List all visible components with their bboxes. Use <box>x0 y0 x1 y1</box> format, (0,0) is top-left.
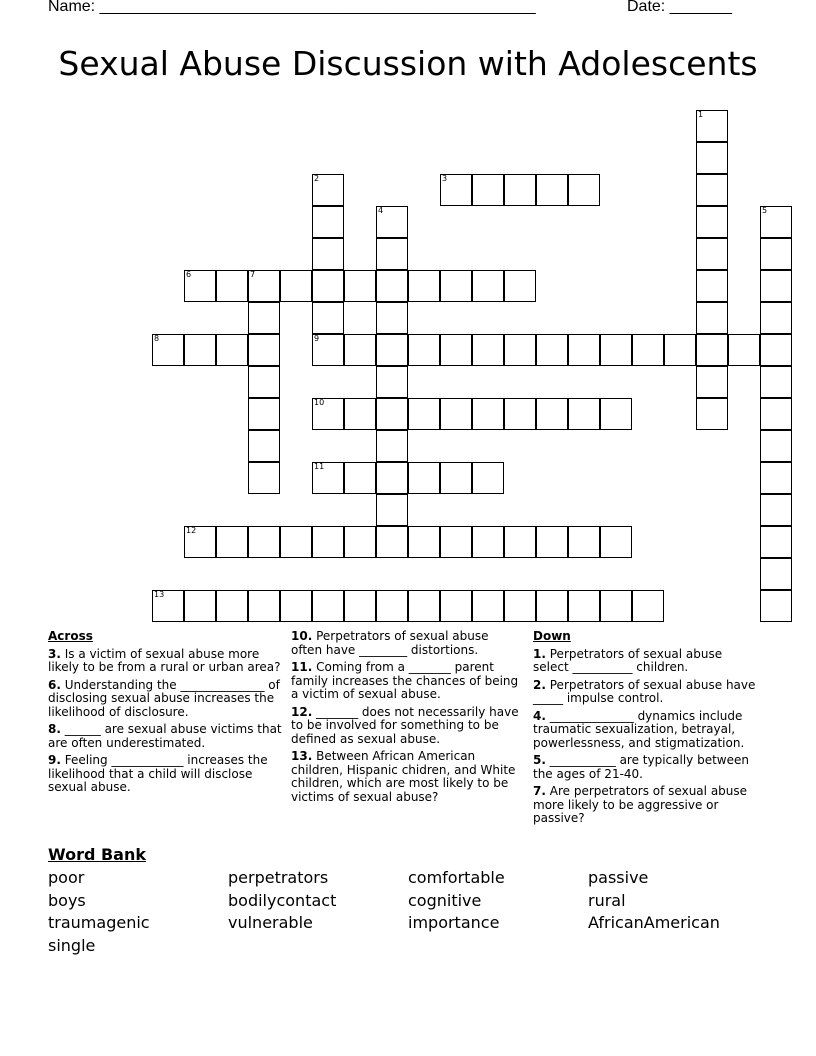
crossword-cell[interactable] <box>312 398 344 430</box>
across-clue-3 <box>48 648 284 675</box>
crossword-cell[interactable] <box>472 526 504 558</box>
crossword-cell[interactable] <box>376 590 408 622</box>
crossword-cell[interactable] <box>504 334 536 366</box>
clue-text: Feeling ____________ increases the likelihood that a child will disclose sexual abuse. <box>48 753 268 794</box>
crossword-cell[interactable] <box>376 430 408 462</box>
crossword-cell[interactable] <box>440 398 472 430</box>
crossword-cell[interactable] <box>248 430 280 462</box>
crossword-cell[interactable] <box>472 590 504 622</box>
clue-number: 4. <box>533 708 546 723</box>
clue-text: ___________ are typically between the ages of 21-40. <box>533 753 749 781</box>
crossword-cell[interactable] <box>344 334 376 366</box>
crossword-cell[interactable] <box>312 462 344 494</box>
crossword-cell[interactable] <box>248 270 280 302</box>
crossword-cell[interactable] <box>280 270 312 302</box>
clue-text: Understanding the ______________ of disclosing sexual abuse increases the likelihood of disclosure. <box>48 677 280 719</box>
word-bank-item: traumagenic <box>48 913 150 932</box>
crossword-cell[interactable] <box>472 174 504 206</box>
crossword-cell[interactable] <box>568 174 600 206</box>
crossword-cell[interactable] <box>376 526 408 558</box>
crossword-cell[interactable] <box>696 334 728 366</box>
down-clue-5 <box>533 754 759 781</box>
crossword-cell[interactable] <box>408 590 440 622</box>
crossword-cell[interactable] <box>696 398 728 430</box>
crossword-cell[interactable] <box>760 558 792 590</box>
word-bank-item: comfortable <box>408 868 505 887</box>
cell-number: 1 <box>698 110 704 119</box>
crossword-cell[interactable] <box>408 334 440 366</box>
crossword-cell[interactable] <box>696 366 728 398</box>
word-bank-item: passive <box>588 868 649 887</box>
crossword-cell[interactable] <box>376 398 408 430</box>
clue-number: 11. <box>291 660 313 674</box>
crossword-cell[interactable] <box>248 462 280 494</box>
across-clues-column-2 <box>291 630 523 808</box>
crossword-cell[interactable] <box>408 398 440 430</box>
crossword-cell[interactable] <box>568 526 600 558</box>
crossword-cell[interactable] <box>600 526 632 558</box>
clue-text: ______________ dynamics include traumatic sexualization, betrayal, powerlessness, and stigmatization. <box>533 708 745 750</box>
across-clue-12 <box>291 706 523 747</box>
crossword-cell[interactable] <box>312 302 344 334</box>
clue-text: Perpetrators of sexual abuse select __________ children. <box>533 646 723 674</box>
clue-text: Perpetrators of sexual abuse have _____ impulse control. <box>533 677 756 705</box>
crossword-cell[interactable] <box>344 270 376 302</box>
crossword-cell[interactable] <box>376 206 408 238</box>
crossword-cell[interactable] <box>440 270 472 302</box>
crossword-cell[interactable] <box>760 334 792 366</box>
crossword-cell[interactable] <box>696 270 728 302</box>
crossword-cell[interactable] <box>344 398 376 430</box>
cell-number: 8 <box>154 334 160 343</box>
across-clue-11 <box>291 661 523 702</box>
across-clue-8 <box>48 723 284 750</box>
cell-number: 5 <box>762 206 768 215</box>
clue-number: 3. <box>48 646 61 661</box>
crossword-cell[interactable] <box>504 174 536 206</box>
crossword-cell[interactable] <box>440 174 472 206</box>
crossword-cell[interactable] <box>376 302 408 334</box>
crossword-cell[interactable] <box>216 526 248 558</box>
clue-number: 10. <box>291 629 313 643</box>
crossword-cell[interactable] <box>760 590 792 622</box>
across-clue-13 <box>291 750 523 804</box>
across-clue-6 <box>48 679 284 720</box>
clue-number: 9. <box>48 753 61 767</box>
crossword-cell[interactable] <box>312 590 344 622</box>
crossword-cell[interactable] <box>312 238 344 270</box>
crossword-cell[interactable] <box>536 526 568 558</box>
crossword-cell[interactable] <box>600 590 632 622</box>
crossword-cell[interactable] <box>408 462 440 494</box>
cell-number: 6 <box>186 270 192 279</box>
word-bank-item: perpetrators <box>228 868 329 887</box>
crossword-cell[interactable] <box>504 398 536 430</box>
crossword-cell[interactable] <box>472 398 504 430</box>
crossword-cell[interactable] <box>696 174 728 206</box>
crossword-cell[interactable] <box>376 366 408 398</box>
crossword-cell[interactable] <box>344 462 376 494</box>
crossword-cell[interactable] <box>536 334 568 366</box>
crossword-cell[interactable] <box>344 526 376 558</box>
crossword-cell[interactable] <box>312 270 344 302</box>
crossword-cell[interactable] <box>632 590 664 622</box>
across-heading: Across <box>48 629 93 643</box>
crossword-cell[interactable] <box>760 494 792 526</box>
crossword-cell[interactable] <box>504 270 536 302</box>
crossword-cell[interactable] <box>664 334 696 366</box>
clue-number: 1. <box>533 646 546 661</box>
across-clue-10 <box>291 630 523 657</box>
crossword-cell[interactable] <box>152 334 184 366</box>
crossword-cell[interactable] <box>728 334 760 366</box>
clue-number: 8. <box>48 722 61 736</box>
cell-number: 13 <box>154 590 165 599</box>
cell-number: 11 <box>314 462 325 471</box>
down-clue-1 <box>533 648 759 675</box>
cell-number: 12 <box>186 526 197 535</box>
crossword-cell[interactable] <box>568 590 600 622</box>
crossword-cell[interactable] <box>536 174 568 206</box>
crossword-cell[interactable] <box>248 302 280 334</box>
clue-text: Between African American children, Hispanic chidren, and White children, which are most likely to be victims of sexual abuse? <box>291 749 516 804</box>
crossword-cell[interactable] <box>184 526 216 558</box>
crossword-cell[interactable] <box>248 334 280 366</box>
crossword-cell[interactable] <box>760 526 792 558</box>
across-clues-column-1 <box>48 630 284 799</box>
crossword-cell[interactable] <box>248 526 280 558</box>
crossword-cell[interactable] <box>472 270 504 302</box>
crossword-cell[interactable] <box>184 334 216 366</box>
down-clue-4 <box>533 710 759 751</box>
clue-number: 5. <box>533 753 546 767</box>
crossword-cell[interactable] <box>472 334 504 366</box>
crossword-cell[interactable] <box>312 174 344 206</box>
crossword-cell[interactable] <box>408 526 440 558</box>
crossword-cell[interactable] <box>632 334 664 366</box>
cell-number: 4 <box>378 206 384 215</box>
clue-number: 7. <box>533 784 546 798</box>
clue-text: Coming from a _______ parent family increases the chances of being a victim of sexual abuse. <box>291 660 519 701</box>
crossword-cell[interactable] <box>440 334 472 366</box>
crossword-cell[interactable] <box>216 590 248 622</box>
word-bank-item: poor <box>48 868 85 887</box>
crossword-cell[interactable] <box>696 302 728 334</box>
crossword-cell[interactable] <box>376 334 408 366</box>
crossword-cell[interactable] <box>760 270 792 302</box>
crossword-cell[interactable] <box>216 334 248 366</box>
cell-number: 3 <box>442 174 448 183</box>
crossword-cell[interactable] <box>600 334 632 366</box>
crossword-cell[interactable] <box>472 462 504 494</box>
word-bank-item: cognitive <box>408 891 482 910</box>
clue-number: 6. <box>48 677 61 692</box>
page-title: Sexual Abuse Discussion with Adolescents <box>58 44 758 83</box>
crossword-cell[interactable] <box>248 366 280 398</box>
clue-number: 12. <box>291 704 313 719</box>
crossword-cell[interactable] <box>440 462 472 494</box>
name-field-label[interactable]: Name: _________________________________________________ <box>48 0 536 15</box>
word-bank-item: AfricanAmerican <box>588 913 720 932</box>
cell-number: 9 <box>314 334 320 343</box>
crossword-cell[interactable] <box>760 430 792 462</box>
word-bank-title: Word Bank <box>48 845 147 864</box>
word-bank-item: bodilycontact <box>228 891 337 910</box>
crossword-cell[interactable] <box>184 270 216 302</box>
cell-number: 2 <box>314 174 320 183</box>
clue-text: Is a victim of sexual abuse more likely to be from a rural or urban area? <box>48 646 281 674</box>
down-clue-2 <box>533 679 759 706</box>
crossword-cell[interactable] <box>216 270 248 302</box>
crossword-cell[interactable] <box>760 366 792 398</box>
crossword-cell[interactable] <box>248 398 280 430</box>
crossword-cell[interactable] <box>568 334 600 366</box>
crossword-cell[interactable] <box>760 206 792 238</box>
crossword-cell[interactable] <box>280 526 312 558</box>
word-bank-item: boys <box>48 891 86 910</box>
crossword-cell[interactable] <box>312 526 344 558</box>
clue-text: ______ are sexual abuse victims that are often underestimated. <box>48 722 282 750</box>
crossword-cell[interactable] <box>760 398 792 430</box>
crossword-cell[interactable] <box>568 398 600 430</box>
crossword-cell[interactable] <box>376 238 408 270</box>
crossword-cell[interactable] <box>760 238 792 270</box>
crossword-cell[interactable] <box>344 590 376 622</box>
crossword-cell[interactable] <box>696 206 728 238</box>
down-heading: Down <box>533 629 571 643</box>
crossword-cell[interactable] <box>504 590 536 622</box>
clue-text: Are perpetrators of sexual abuse more likely to be aggressive or passive? <box>533 784 748 825</box>
crossword-cell[interactable] <box>696 238 728 270</box>
crossword-cell[interactable] <box>184 590 216 622</box>
crossword-cell[interactable] <box>600 398 632 430</box>
word-bank-item: single <box>48 936 96 955</box>
word-bank-item: rural <box>588 891 626 910</box>
crossword-cell[interactable] <box>376 462 408 494</box>
down-clues-column <box>533 630 759 830</box>
crossword-cell[interactable] <box>536 590 568 622</box>
across-clue-9 <box>48 754 284 795</box>
crossword-cell[interactable] <box>152 590 184 622</box>
crossword-cell[interactable] <box>376 270 408 302</box>
crossword-cell[interactable] <box>376 494 408 526</box>
crossword-cell[interactable] <box>312 206 344 238</box>
cell-number: 10 <box>314 398 325 407</box>
crossword-cell[interactable] <box>440 590 472 622</box>
date-field-label[interactable]: Date: _______ <box>627 0 732 15</box>
crossword-cell[interactable] <box>536 398 568 430</box>
crossword-cell[interactable] <box>408 270 440 302</box>
clue-number: 2. <box>533 677 546 692</box>
crossword-cell[interactable] <box>696 110 728 142</box>
crossword-cell[interactable] <box>504 526 536 558</box>
clue-text: Perpetrators of sexual abuse often have ________ distortions. <box>291 629 489 657</box>
crossword-cell[interactable] <box>760 302 792 334</box>
header <box>0 0 816 20</box>
down-clue-7 <box>533 785 759 826</box>
cell-number: 7 <box>250 270 256 279</box>
crossword-cell[interactable] <box>280 590 312 622</box>
crossword-cell[interactable] <box>760 462 792 494</box>
clue-text: _______ does not necessarily have to be involved for something to be defined as sexual abuse. <box>291 704 519 746</box>
word-bank-item: importance <box>408 913 500 932</box>
crossword-cell[interactable] <box>248 590 280 622</box>
clue-number: 13. <box>291 749 313 763</box>
word-bank-item: vulnerable <box>228 913 313 932</box>
crossword-cell[interactable] <box>696 142 728 174</box>
crossword-cell[interactable] <box>312 334 344 366</box>
crossword-cell[interactable] <box>440 526 472 558</box>
